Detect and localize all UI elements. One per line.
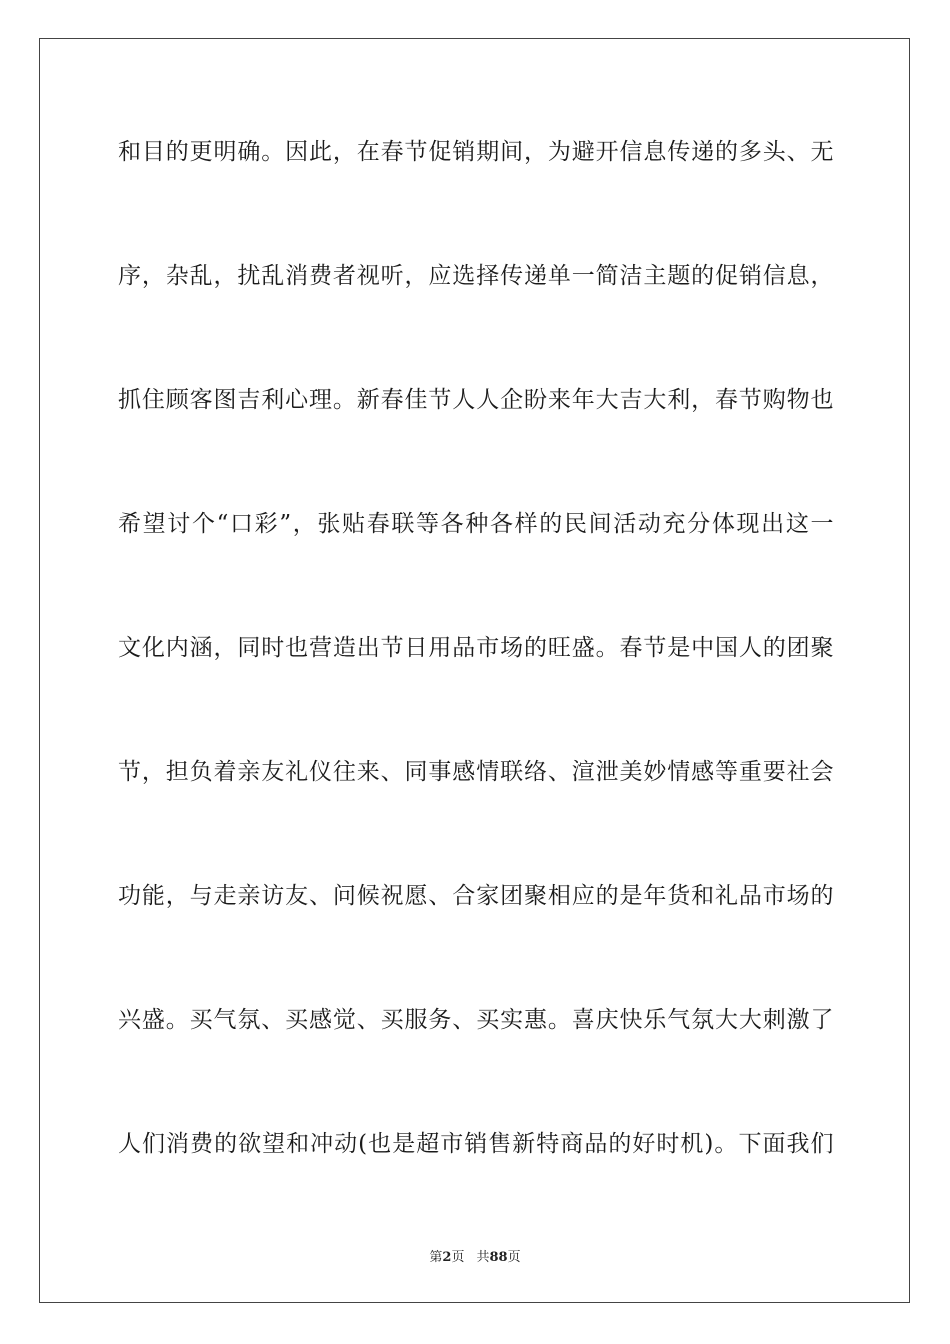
text-line-2: 序，杂乱，扰乱消费者视听，应选择传递单一简洁主题的促销信息，	[118, 263, 834, 289]
text-line-1: 和目的更明确。因此，在春节促销期间，为避开信息传递的多头、无	[118, 139, 834, 165]
total-prefix: 共	[476, 1250, 490, 1265]
text-line-5: 文化内涵，同时也营造出节日用品市场的旺盛。春节是中国人的团聚	[118, 635, 834, 661]
page-number: 2	[442, 1250, 452, 1265]
text-line-7: 功能，与走亲访友、问候祝愿、合家团聚相应的是年货和礼品市场的	[118, 883, 834, 909]
total-suffix: 页	[507, 1250, 521, 1265]
page-prefix: 第	[429, 1250, 443, 1265]
total-pages: 88	[489, 1250, 508, 1265]
page-footer	[0, 1246, 950, 1265]
text-line-4: 希望讨个“口彩”，张贴春联等各种各样的民间活动充分体现出这一	[118, 511, 834, 537]
page-border	[39, 38, 910, 1303]
text-line-3: 抓住顾客图吉利心理。新春佳节人人企盼来年大吉大利，春节购物也	[118, 387, 834, 413]
text-line-9: 人们消费的欲望和冲动(也是超市销售新特商品的好时机)。下面我们	[118, 1131, 834, 1157]
page-suffix: 页	[451, 1250, 465, 1265]
text-line-6: 节，担负着亲友礼仪往来、同事感情联络、渲泄美妙情感等重要社会	[118, 759, 834, 785]
text-line-8: 兴盛。买气氛、买感觉、买服务、买实惠。喜庆快乐气氛大大刺激了	[118, 1007, 834, 1033]
